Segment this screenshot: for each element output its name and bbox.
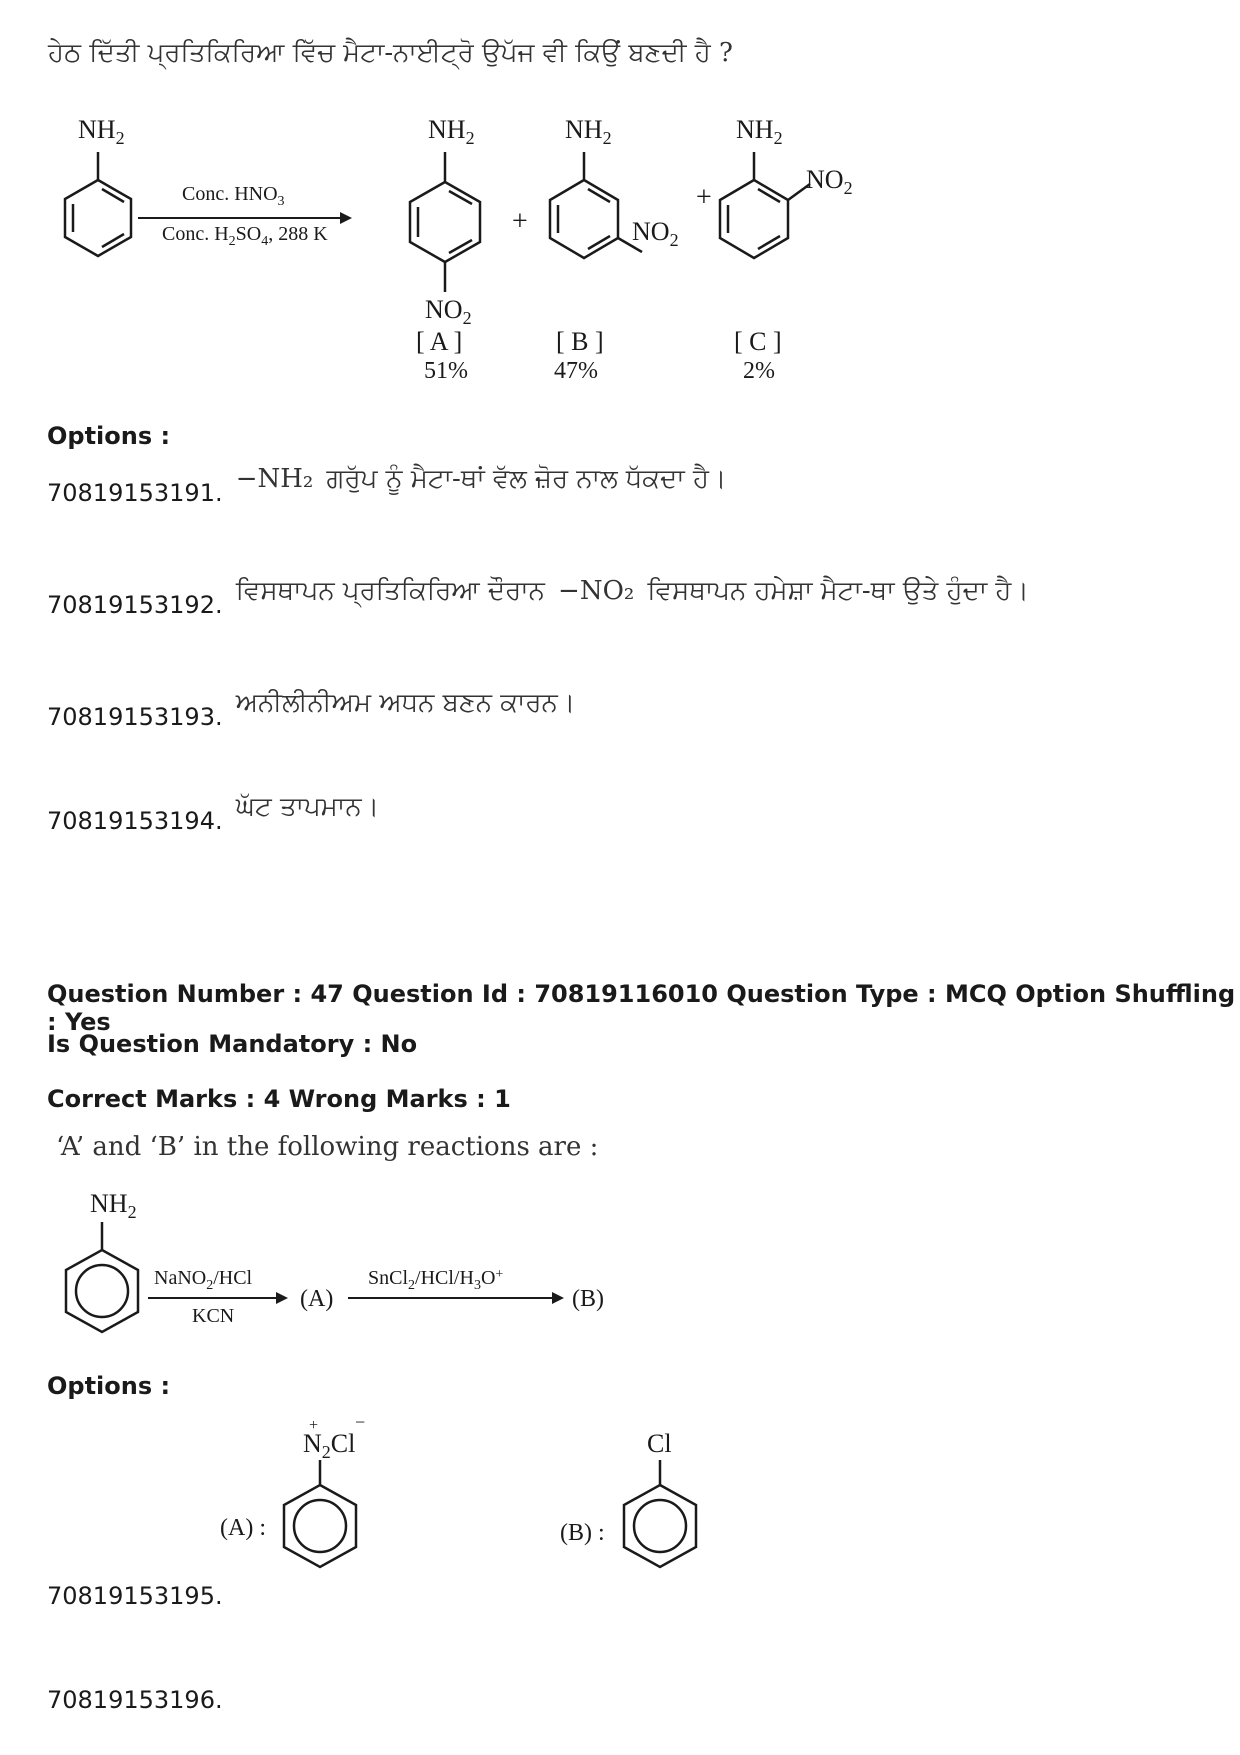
- option-text: ਵਿਸਥਾਪਨ ਪ੍ਰਤਿਕਿਰਿਆ ਦੌਰਾਨ: [235, 576, 545, 606]
- svg-text:−: −: [355, 1412, 366, 1432]
- svg-text:NO2: $NO_2$: [425, 295, 472, 328]
- svg-text:SnCl2/HCl/H3O+: $SnCl_2/HCl/H_3O^+$: [368, 1267, 504, 1293]
- product-c-label: [ C ]: [734, 327, 782, 356]
- reagent-bottom: Conc. $H_2SO_4$, 288 K: [162, 223, 328, 249]
- option-id: 70819153193.: [47, 703, 223, 731]
- option-row[interactable]: [47, 792, 380, 837]
- diazonium-label: $N_2Cl$: [303, 1429, 356, 1462]
- svg-text:NH2: $NH_2$: [90, 1189, 137, 1222]
- product-a-label: [ A ]: [416, 327, 463, 356]
- question-prompt: ‘A’ and ‘B’ in the following reactions are :: [56, 1132, 599, 1162]
- question-header: Question Number : 47 Question Id : 70819116010 Question Type : MCQ Option Shuffling : Yes: [47, 980, 1236, 1036]
- para-nitroaniline-structure: [410, 152, 480, 292]
- reagent-top: Conc. $HNO_3$: [182, 183, 285, 209]
- aniline-structure: [66, 1222, 138, 1332]
- svg-text:KCN: KCN: [192, 1305, 235, 1327]
- ortho-nitroaniline-structure: [720, 152, 810, 258]
- option-structures: [210, 1410, 730, 1580]
- option-row[interactable]: [47, 688, 576, 733]
- svg-text:NH2: $NH_2$: [565, 115, 612, 148]
- option-text: ਘੱਟ ਤਾਪਮਾਨ।: [235, 792, 380, 822]
- chloro-label: Cl: [647, 1429, 672, 1458]
- product-b: (B): [572, 1286, 604, 1312]
- svg-text:NH2: $NH_2$: [428, 115, 475, 148]
- product-c-yield: 2%: [743, 358, 775, 384]
- option-id[interactable]: 70819153196.: [47, 1686, 223, 1714]
- plus-sign: +: [512, 206, 528, 237]
- option-a-label: (A) :: [220, 1515, 266, 1541]
- question-mandatory: Is Question Mandatory : No: [47, 1030, 418, 1058]
- option-b-label: (B) :: [560, 1520, 605, 1546]
- question-prompt: ਹੇਠ ਦਿੱਤੀ ਪ੍ਰਤਿਕਿਰਿਆ ਵਿੱਚ ਮੈਟਾ-ਨਾਈਟ੍ਰੋ ਉਪੱਜ ਵੀ ਕਿਉਂ ਬਣਦੀ ਹੈ ?: [48, 38, 733, 68]
- svg-text:NO2: $NO_2$: [806, 165, 853, 198]
- product-b-label: [ B ]: [556, 327, 604, 356]
- product-a-yield: 51%: [424, 358, 468, 384]
- svg-text:NH2: $NH_2$: [736, 115, 783, 148]
- intermediate-a: (A): [300, 1286, 334, 1312]
- nitration-scheme: [40, 100, 940, 400]
- aniline-structure: [65, 152, 131, 256]
- option-id: 70819153194.: [47, 807, 223, 835]
- svg-text:NO2: $NO_2$: [632, 217, 679, 250]
- option-text: ਗਰੁੱਪ ਨੂੰ ਮੈਟਾ-ਥਾਂ ਵੱਲ ਜ਼ੋਰ ਨਾਲ ਧੱਕਦਾ ਹੈ।: [326, 464, 727, 494]
- svg-text:+: +: [309, 1417, 319, 1434]
- option-id[interactable]: 70819153195.: [47, 1582, 223, 1610]
- option-id: 70819153192.: [47, 591, 223, 619]
- meta-nitroaniline-structure: [550, 152, 642, 258]
- option-row[interactable]: 70819153191. −NH₂ ਗਰੁੱਪ ਨੂੰ ਮੈਟਾ-ਥਾਂ ਵੱਲ ਜ਼ੋਰ ਨਾਲ ਧੱਕਦਾ ਹੈ।: [47, 464, 727, 507]
- option-row[interactable]: 70819153192. ਵਿਸਥਾਪਨ ਪ੍ਰਤਿਕਿਰਿਆ ਦੌਰਾਨ −NO₂ ਵਿਸਥਾਪਨ ਹਮੇਸ਼ਾ ਮੈਟਾ-ਥਾ ਉਤੇ ਹੁੰਦਾ ਹੈ।: [47, 576, 1029, 619]
- product-b-yield: 47%: [554, 358, 598, 384]
- options-heading: Options :: [47, 1372, 171, 1400]
- svg-text:NaNO2/HCl: NaNO$_2$/HCl: [154, 1267, 253, 1293]
- svg-text:+: +: [696, 182, 712, 213]
- option-id: 70819153191.: [47, 479, 223, 507]
- option-text: ਅਨੀਲੀਨੀਅਮ ਅਧਨ ਬਣਨ ਕਾਰਨ।: [235, 688, 576, 718]
- reactant-nh2-label: $NH_2$: [78, 115, 125, 148]
- options-heading: Options :: [47, 422, 171, 450]
- question-marks: Correct Marks : 4 Wrong Marks : 1: [47, 1085, 511, 1113]
- diazotization-scheme: [50, 1180, 670, 1360]
